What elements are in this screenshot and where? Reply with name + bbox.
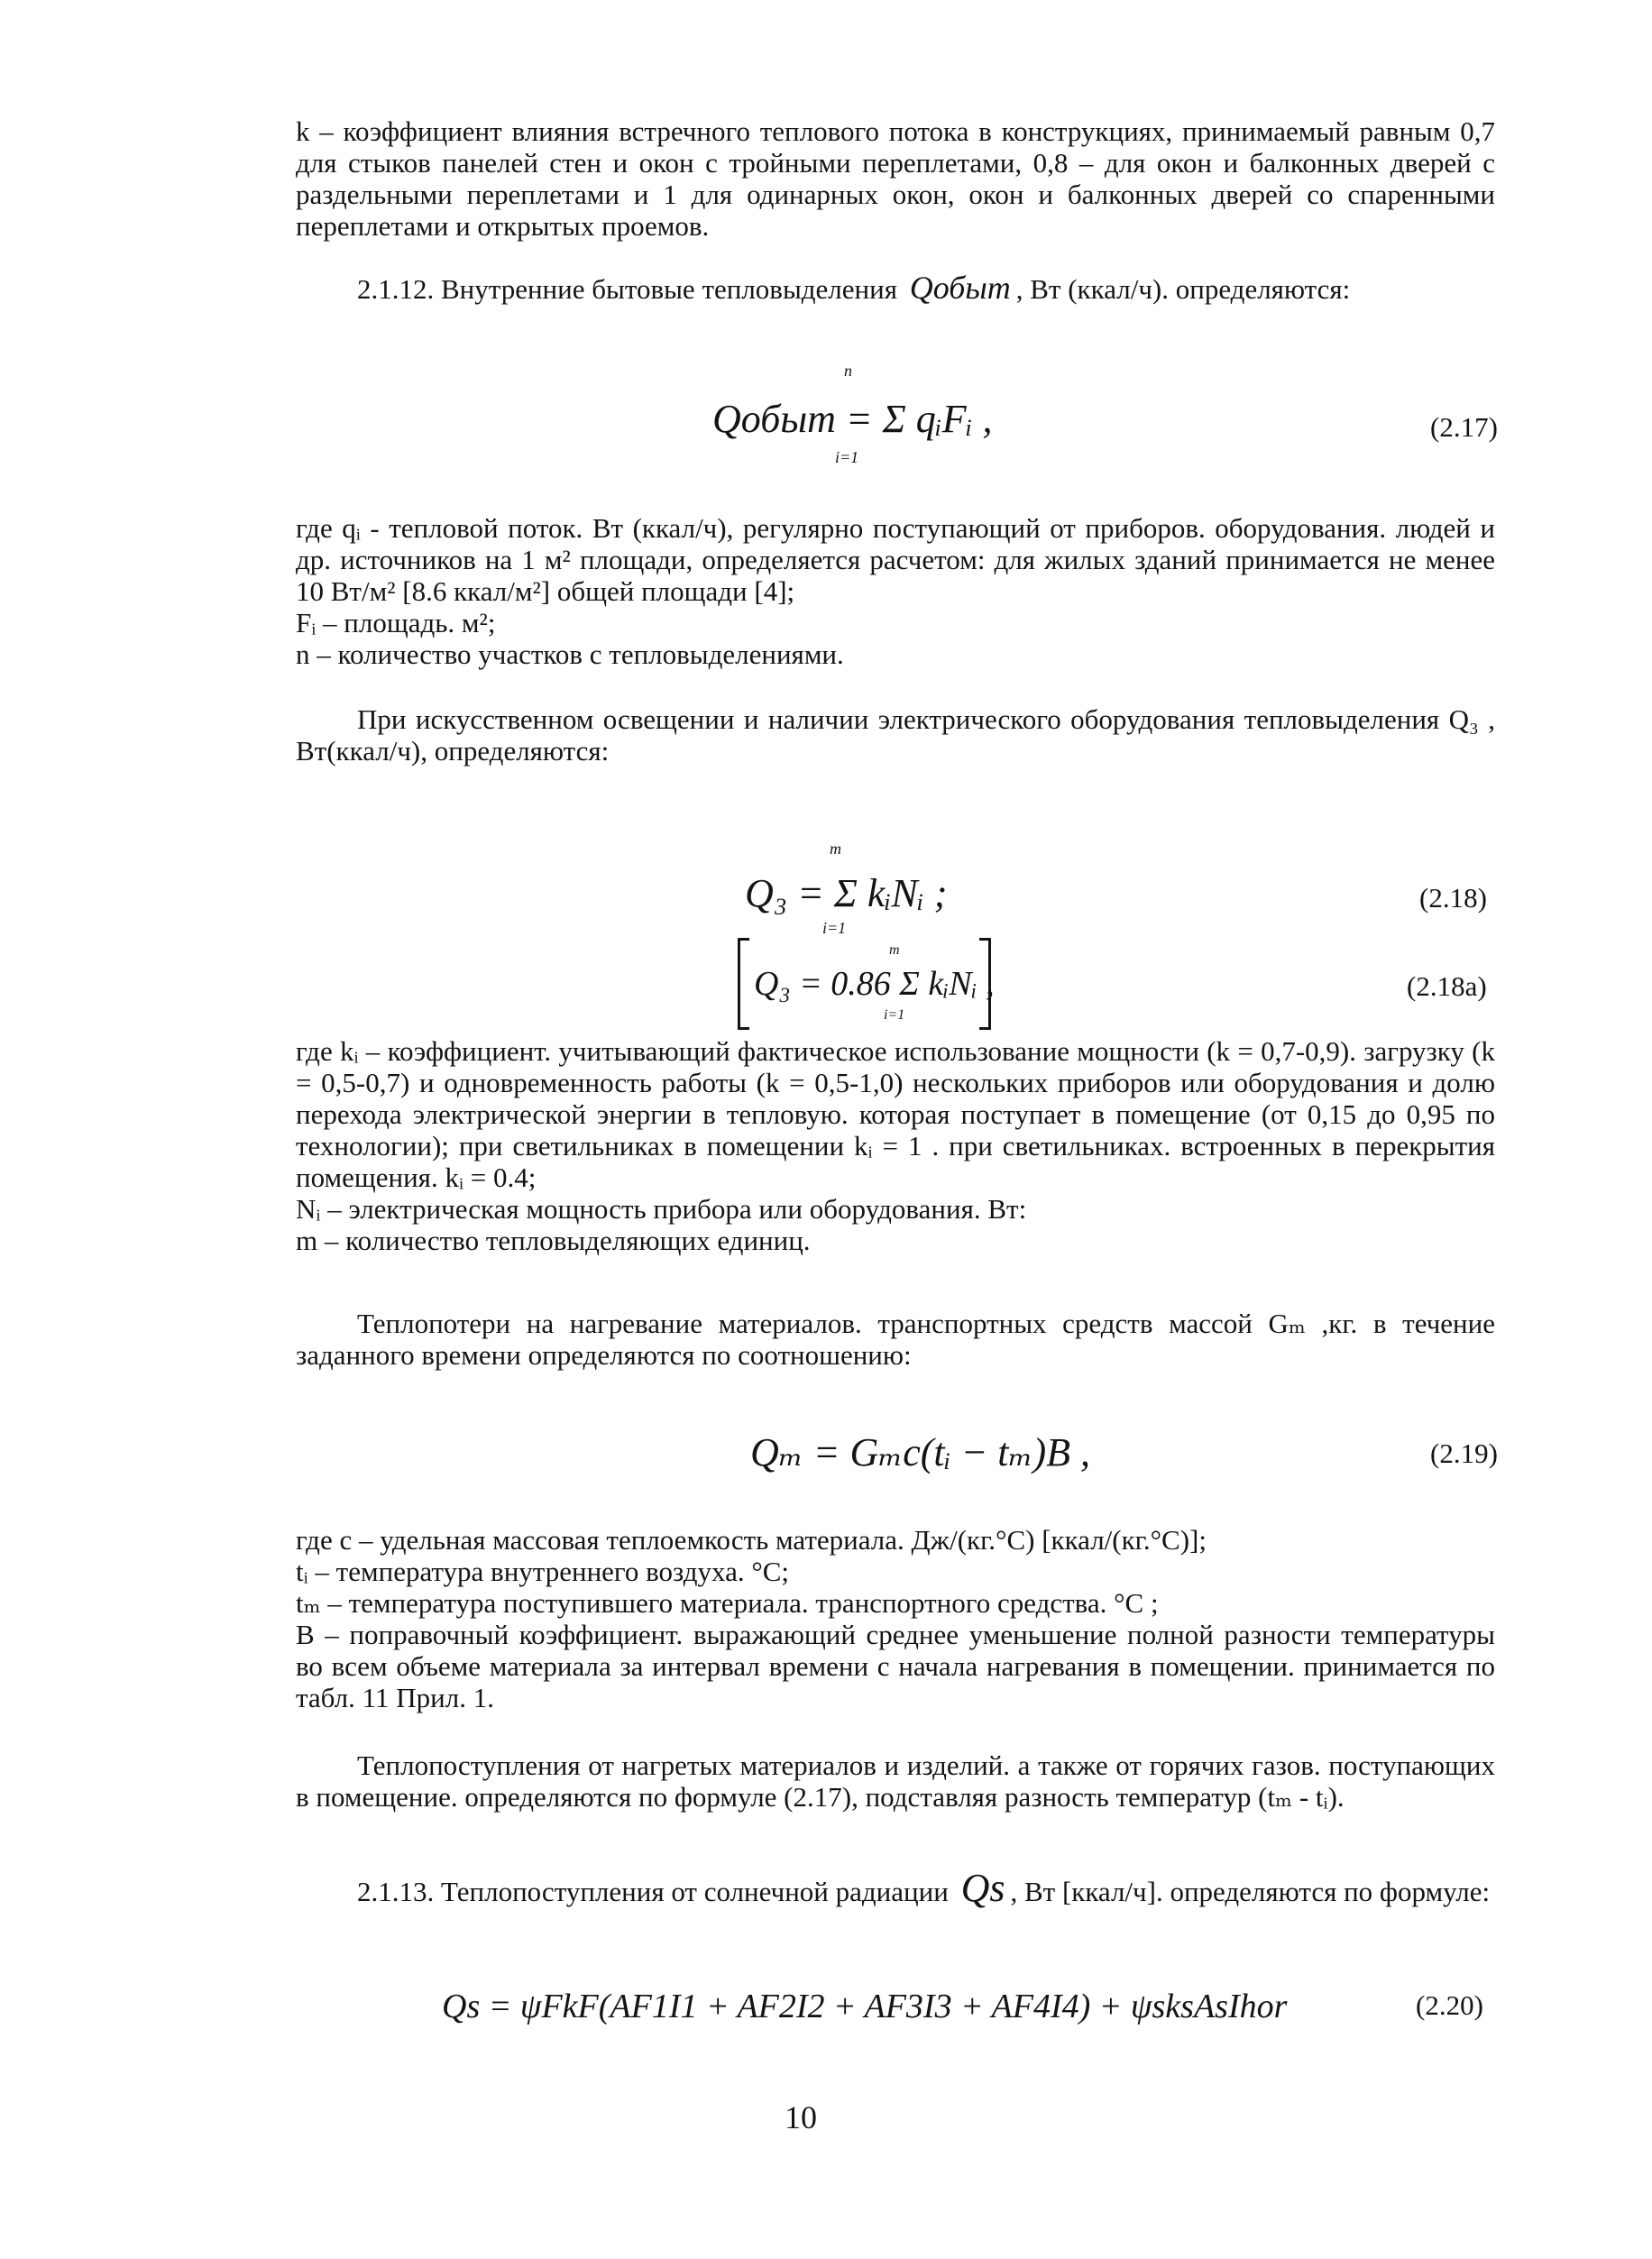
eq218a-lower-limit: i=1 xyxy=(884,1007,905,1023)
section-2-1-12-tail: , Вт (ккал/ч). определяются: xyxy=(1015,273,1351,305)
def-ki: где kᵢ – коэффициент. учитывающий фактическое использование мощности (k = 0,7-0,9). загрузку (k = 0,5-0,7) и одновременность работы (k = 0,5-1,0) нескольких приборов или оборудования и долю перехода электрической энергии в тепловую. которая поступает в помещение (от 0,15 до 0,95 по технологии); при светильниках в помещении kᵢ = 1 . при светильниках. встроенных в перекрытия помещения. kᵢ = 0.4; xyxy=(296,1035,1495,1193)
where-block-qi xyxy=(296,512,1495,670)
equation-2-20-number: (2.20) xyxy=(1416,1989,1483,2021)
equation-2-18-text: Q₃ = Σ kᵢNᵢ ; xyxy=(745,871,948,915)
paragraph-lighting xyxy=(296,703,1495,767)
equation-2-18-number: (2.18) xyxy=(1419,882,1487,914)
eq218-lower-limit: i=1 xyxy=(822,919,847,937)
text-hot-gases: Теплопоступления от нагретых материалов и изделий. а также от горячих газов. поступающих в помещение. определяются по формуле (2.17), подставляя разность температур (tₘ - tᵢ). xyxy=(296,1749,1495,1813)
text-para1: k – коэффициент влияния встречного теплового потока в конструкциях, принимаемый равным 0,7 для стыков панелей стен и окон с тройными переплетами, 0,8 – для окон и балконных дверей с раздельными переплетами и 1 для одинарных окон, окон и балконных дверей со спаренными переплетами и открытых проемов. xyxy=(296,115,1495,242)
def-c: где c – удельная массовая теплоемкость материала. Дж/(кг.°С) [ккал/(кг.°С)]; xyxy=(296,1524,1207,1556)
def-fi: Fᵢ – площадь. м²; xyxy=(296,607,496,638)
qobyt-symbol: Qобыт xyxy=(909,270,1011,306)
where-block-c xyxy=(296,1524,1495,1713)
eq217-upper-limit: n xyxy=(844,362,852,380)
def-n: n – количество участков с тепловыделениями. xyxy=(296,638,844,670)
equation-2-18 xyxy=(745,871,947,916)
section-2-1-13-tail: , Вт [ккал/ч]. определяются по формуле: xyxy=(1010,1876,1491,1907)
equation-2-17-number: (2.17) xyxy=(1430,411,1498,443)
text-lighting: При искусственном освещении и наличии электрического оборудования тепловыделения Q₃ , Вт(ккал/ч), определяются: xyxy=(296,703,1495,767)
qs-symbol: Qs xyxy=(960,1866,1005,1910)
equation-2-20-text: Qs = ψFkF(AF1I1 + AF2I2 + AF3I3 + AF4I4) + ψsksAsIhor xyxy=(442,1988,1288,2025)
section-2-1-13-lead: 2.1.13. Теплопоступления от солнечной радиации xyxy=(357,1876,949,1907)
page-number: 10 xyxy=(785,2099,817,2135)
def-b: B – поправочный коэффициент. выражающий среднее уменьшение полной разности температуры во всем объеме материала за интервал времени с начала нагревания в помещении. принимается по табл. 11 Прил. 1. xyxy=(296,1619,1495,1713)
def-qi: где qᵢ - тепловой поток. Вт (ккал/ч), регулярно поступающий от приборов. оборудования. людей и др. источников на 1 м² площади, определяется расчетом: для жилых зданий принимается не менее 10 Вт/м² [8.6 ккал/м²] общей площади [4]; xyxy=(296,512,1495,607)
def-ti: tᵢ – температура внутреннего воздуха. °С; xyxy=(296,1556,790,1587)
equation-2-17-text: Qобыт = Σ qᵢFᵢ , xyxy=(712,397,993,441)
left-square-bracket xyxy=(738,938,749,1030)
equation-2-18a xyxy=(754,961,995,1006)
equation-2-19-number: (2.19) xyxy=(1430,1437,1498,1469)
equation-2-18a-text: Q₃ = 0.86 Σ kᵢNᵢ , xyxy=(754,965,995,1003)
paragraph-hot-gases xyxy=(296,1749,1495,1813)
equation-2-18a-number: (2.18а) xyxy=(1407,970,1487,1002)
section-2-1-12 xyxy=(296,272,1495,305)
eq217-lower-limit: i=1 xyxy=(835,448,859,466)
text-heat-loss: Теплопотери на нагревание материалов. транспортных средств массой Gₘ ,кг. в течение заданного времени определяются по соотношению: xyxy=(296,1308,1495,1371)
eq218-upper-limit: m xyxy=(830,840,841,858)
paragraph-k-coefficient xyxy=(296,115,1495,242)
where-block-ki xyxy=(296,1035,1495,1256)
equation-2-20 xyxy=(442,1984,1287,2029)
eq218a-upper-limit: m xyxy=(889,942,900,958)
equation-2-19-text: Qₘ = Gₘc(tᵢ − tₘ)B , xyxy=(750,1430,1091,1474)
def-tm: tₘ – температура поступившего материала. транспортного средства. °С ; xyxy=(296,1587,1159,1619)
section-2-1-12-lead: 2.1.12. Внутренние бытовые тепловыделения xyxy=(357,273,897,305)
def-ni: Nᵢ – электрическая мощность прибора или оборудования. Вт: xyxy=(296,1193,1027,1225)
section-2-1-13 xyxy=(296,1866,1495,1910)
def-m: m – количество тепловыделяющих единиц. xyxy=(296,1225,811,1256)
equation-2-17 xyxy=(712,397,993,442)
paragraph-heat-loss xyxy=(296,1308,1495,1371)
equation-2-19 xyxy=(750,1430,1090,1475)
